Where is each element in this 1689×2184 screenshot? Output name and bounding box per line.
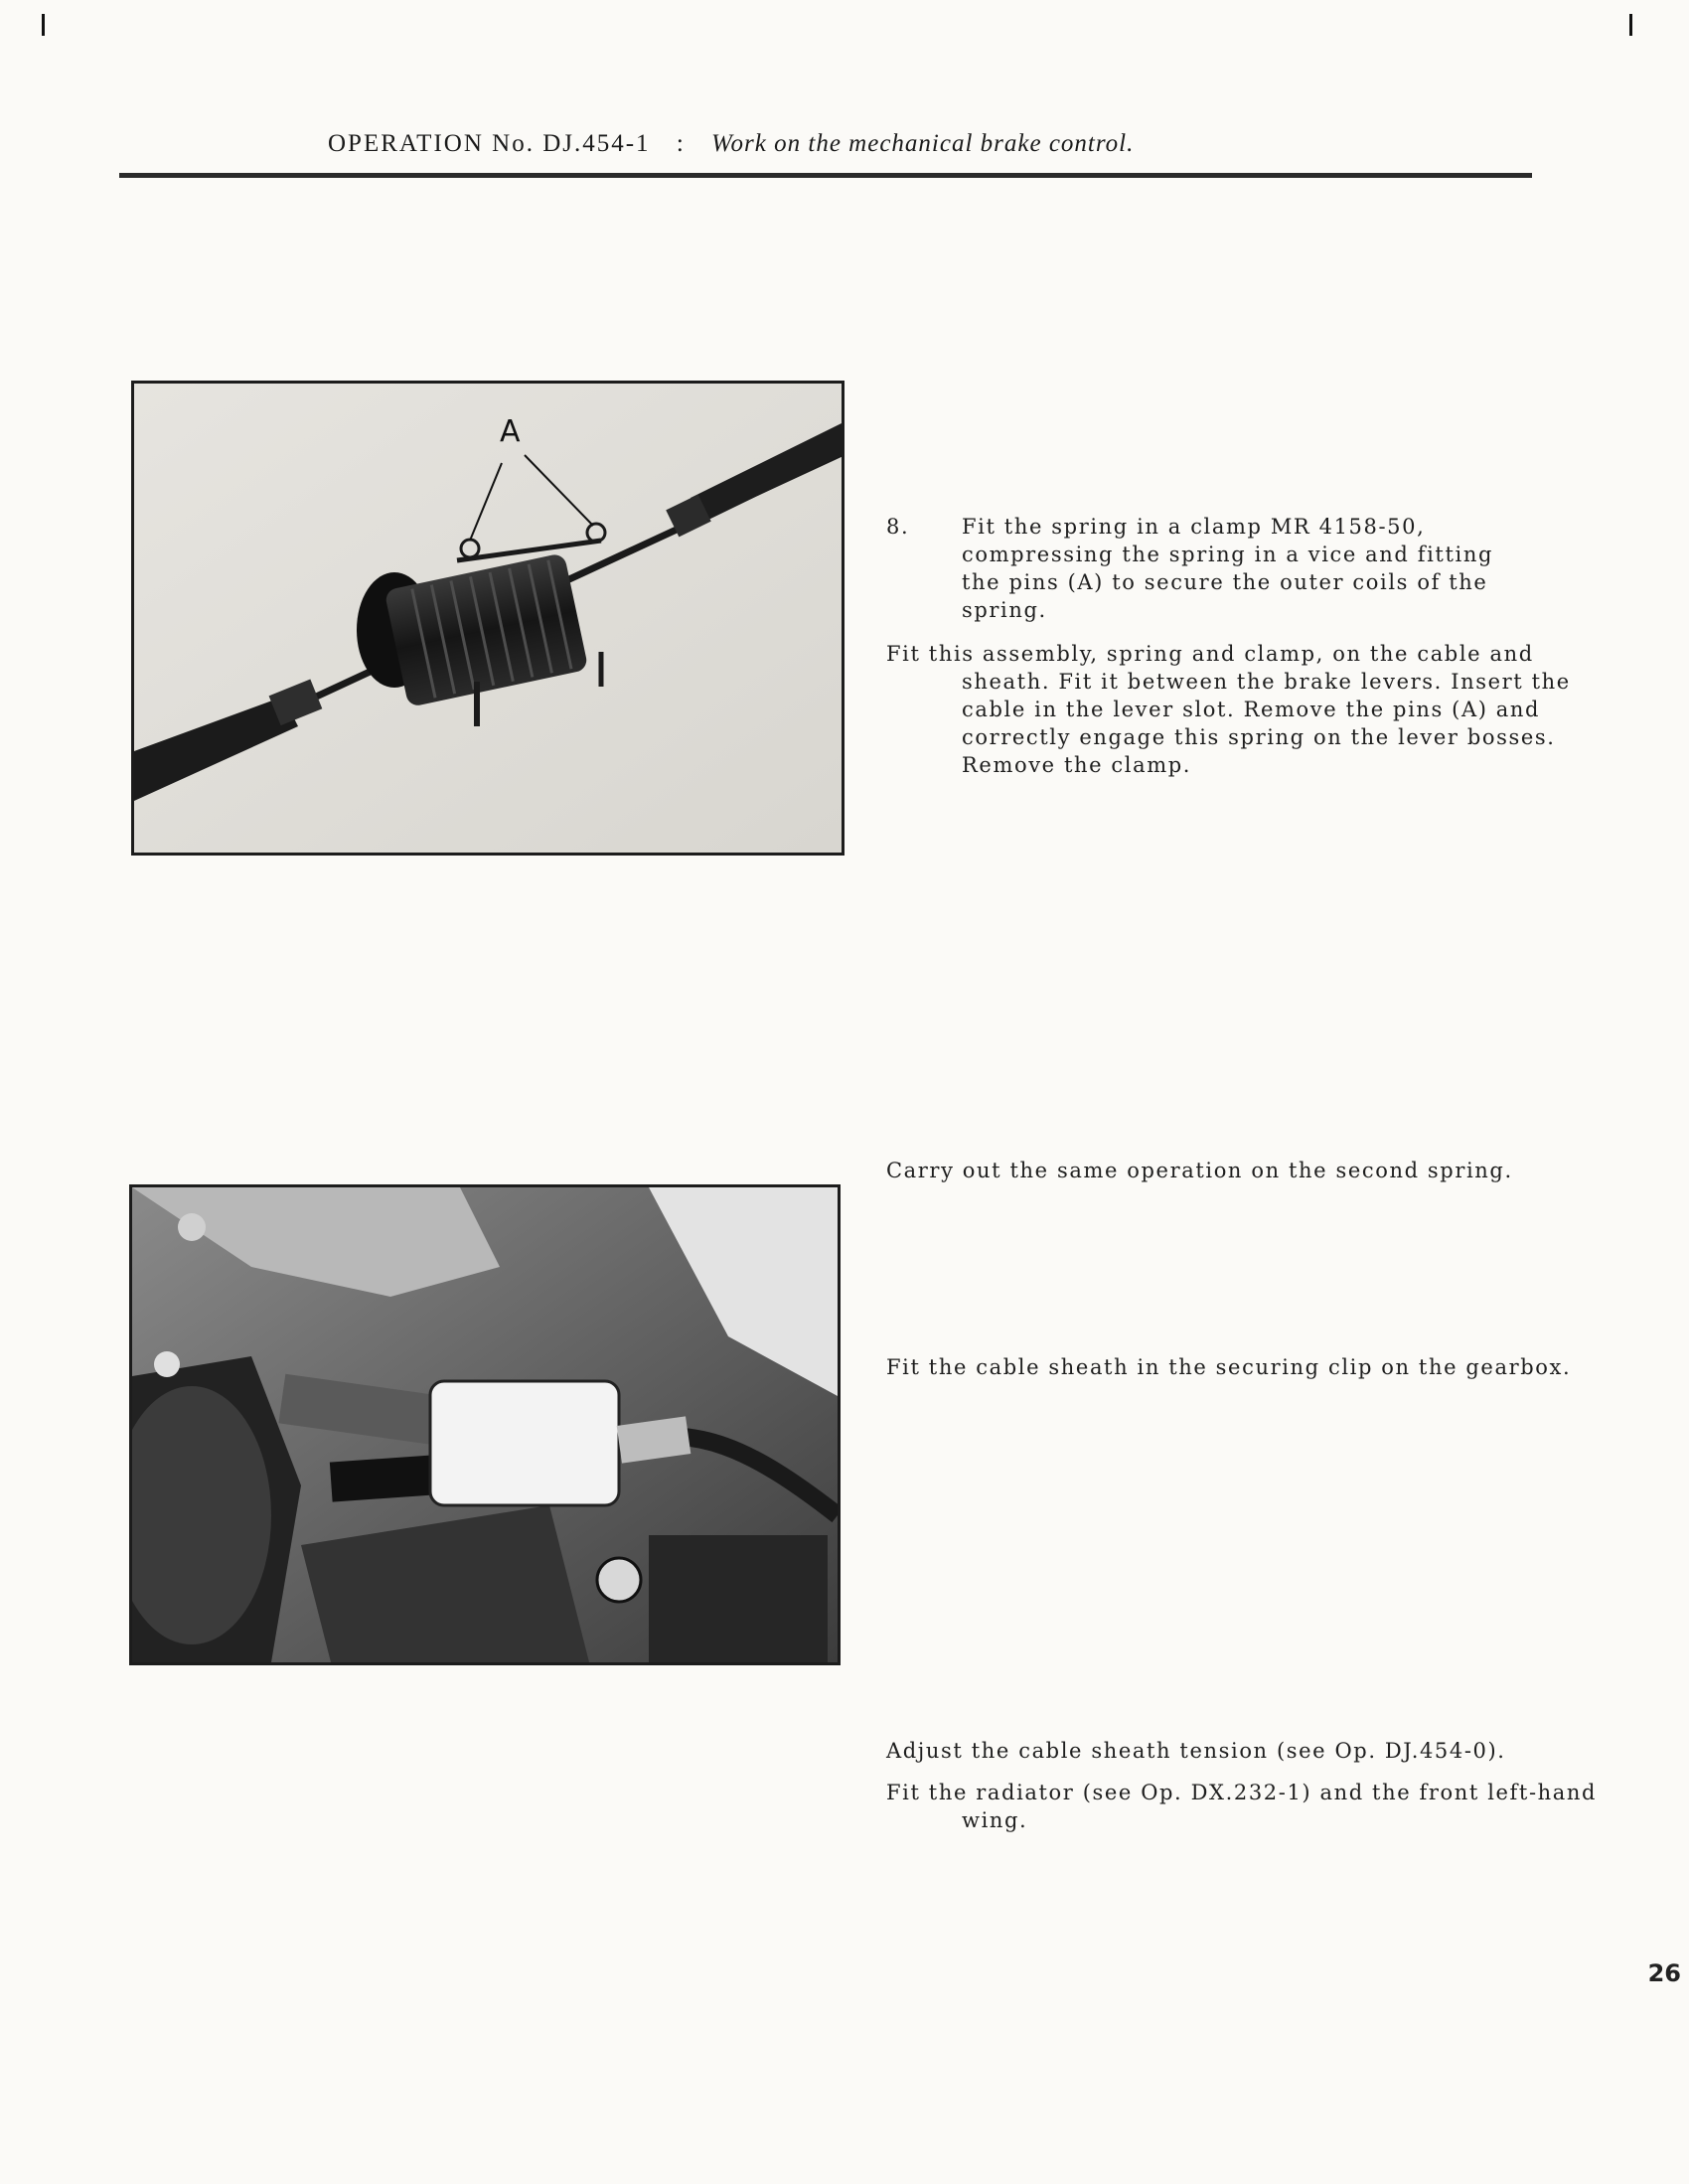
spring-clamp-photo bbox=[131, 381, 844, 856]
adjust-tension-paragraph: Adjust the cable sheath tension (see Op. DJ.454-0). bbox=[886, 1739, 1506, 1763]
page-number: 26 bbox=[1647, 1959, 1681, 1987]
gearbox-photo bbox=[129, 1184, 841, 1665]
page-header bbox=[328, 130, 1134, 158]
operation-title: Work on the mechanical brake control. bbox=[711, 130, 1135, 157]
step-8 bbox=[886, 513, 1598, 624]
step-8-text: Fit the spring in a clamp MR 4158-50, compressing the spring in a vice and fitting the pins (A) to secure the outer coils of the spring. bbox=[962, 515, 1493, 622]
right-margin-mark bbox=[1629, 14, 1632, 36]
sheath-clip-text: Fit the cable sheath in the securing clip on the gearbox. bbox=[886, 1355, 1572, 1379]
second-spring-paragraph: Carry out the same operation on the second spring. bbox=[886, 1159, 1513, 1182]
radiator-text: Fit the radiator (see Op. DX.232-1) and the front left-hand wing. bbox=[886, 1781, 1598, 1832]
label-a: A bbox=[500, 414, 521, 449]
step-number: 8. bbox=[886, 515, 910, 539]
sheath-clip-paragraph bbox=[886, 1353, 1598, 1381]
left-margin-mark bbox=[42, 14, 45, 36]
assembly-text: Fit this assembly, spring and clamp, on the cable and sheath. Fit it between the brake levers. Insert the cable in the lever slot. Remove the pins (A) and correctly engage this spring on the lever bosses. Remove the clamp. bbox=[886, 642, 1571, 777]
header-separator: : bbox=[676, 130, 686, 157]
operation-number: OPERATION No. DJ.454-1 bbox=[328, 130, 651, 157]
radiator-paragraph bbox=[886, 1779, 1598, 1834]
assembly-paragraph bbox=[886, 640, 1598, 779]
header-rule bbox=[119, 173, 1532, 178]
